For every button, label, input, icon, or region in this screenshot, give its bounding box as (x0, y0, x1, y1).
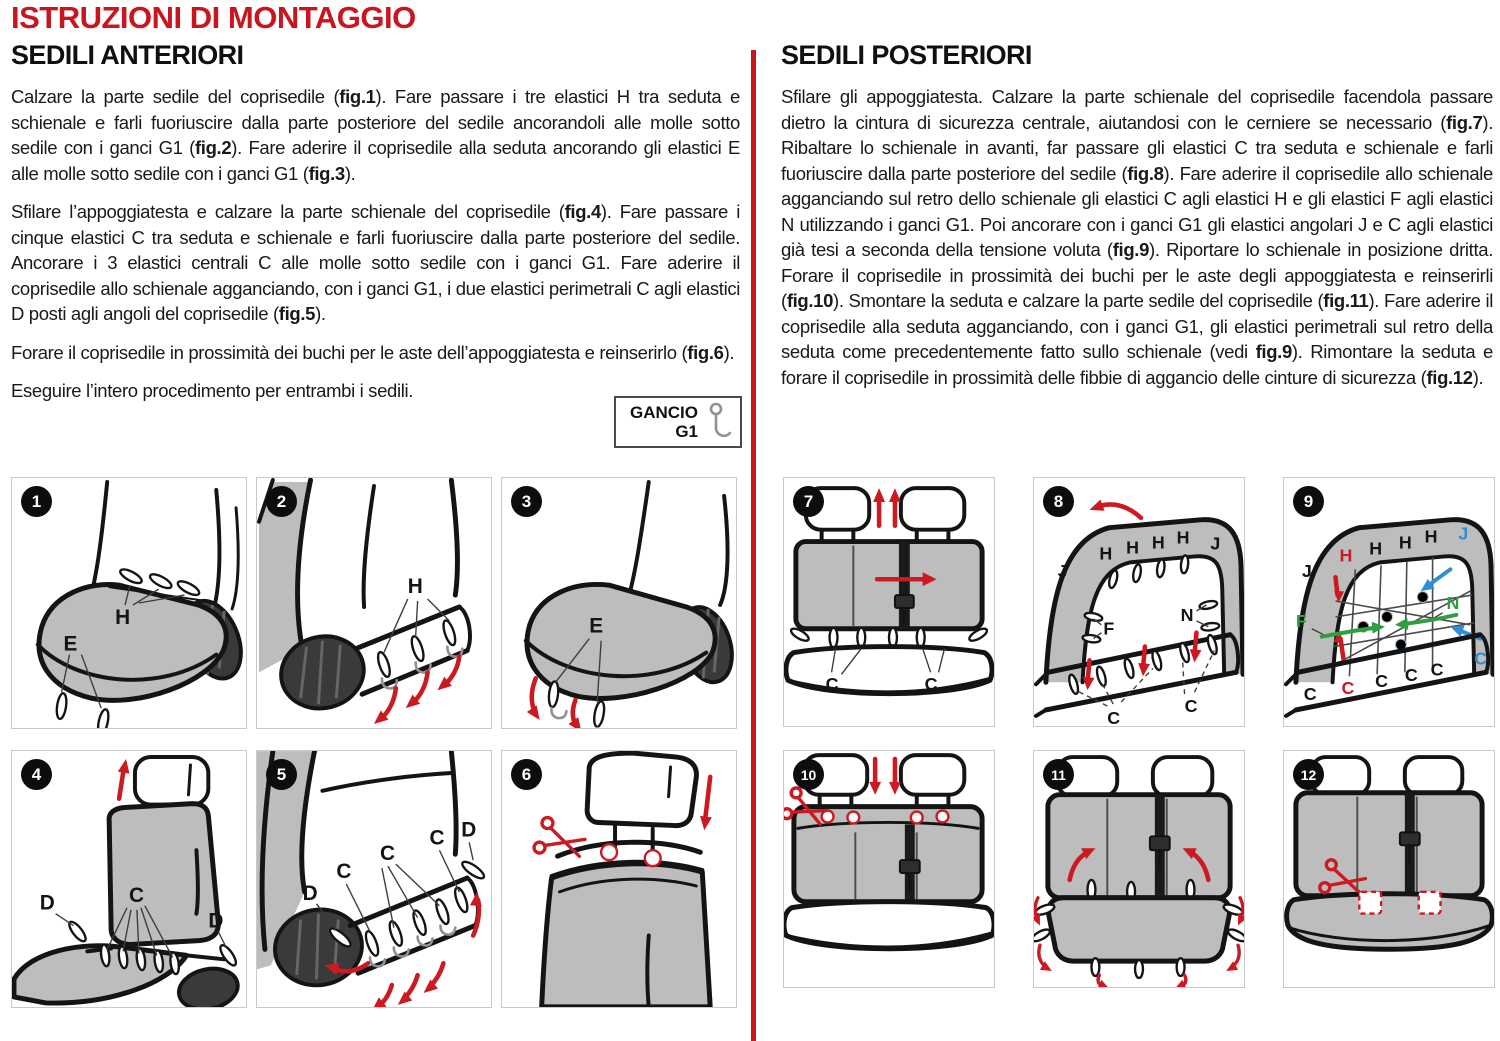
fig1-seat-cushion-illustration (12, 478, 246, 728)
elastic-label-c: C (129, 883, 145, 907)
elastic-label-j: J (1210, 533, 1221, 554)
figure-10 (783, 750, 995, 988)
paragraph: Sfilare l’appoggiatesta e calzare la parte schienale del coprisedile (fig.4). Fare passare i cinque elastici C tra seduta e schienale e farli fuoriuscire dalla parte posteriore del sedile. Ancorare i 3 elastici centrali C alle molle sotto sedile con i ganci G1. Fare aderire il coprisedile allo schienale agganciando, con i ganci G1, i due elastici perimetrali C agli elastici D posti agli angoli del coprisedile (fig.5). (11, 201, 740, 324)
figure-4 (11, 750, 247, 1008)
figure-number-badge: 10 (793, 759, 824, 790)
figure-number-badge: 6 (511, 759, 542, 790)
figure-11 (1033, 750, 1245, 988)
elastic-label-h: H (407, 575, 423, 599)
elastic-label-c: C (1303, 684, 1317, 705)
elastic-label-h: H (115, 605, 131, 629)
figure-6 (501, 750, 737, 1008)
figure-number-badge: 3 (511, 486, 542, 517)
elastic-label-c: C (429, 826, 445, 850)
section-heading-front: SEDILI ANTERIORI (11, 40, 244, 70)
fig3-seat-front-elastics-illustration (502, 478, 736, 728)
fig6-headrest-holes-illustration (502, 751, 736, 1007)
elastic-label-c: C (1107, 707, 1121, 726)
elastic-label-h: H (1424, 526, 1438, 547)
elastic-label-c: C (1375, 671, 1389, 692)
paragraph: Sfilare gli appoggiatesta. Calzare la parte schienale del coprisedile facendola passare dietro la cintura di sicurezza centrale, aiutandosi con le cerniere se necessario (fig.7). Ribaltare lo schienale in avanti, far passare gli elastici C tra seduta e schienale e farli fuoriuscire dalla parte posteriore del sedile (fig.8). Fare aderire il coprisedile allo schienale agganciando sul retro dello schienale gli elastici C agli elastici H e gli elastici F agli elastici N utilizzando i ganci G1. Poi ancorare con i ganci G1 gli elastici angolari J e C agli elastici già tesi a seconda della tensione voluta (fig.9). Riportare lo schienale in posizione dritta. Forare il coprisedile in prossimità dei buchi per le aste degli appoggiatesta e reinserirli (fig.10). Smontare la seduta e calzare la parte sedile del coprisedile (fig.11). Fare aderire il coprisedile alla seduta agganciando, con i ganci G1, gli elastici perimetrali sul retro della seduta come precedentemente fatto sullo schienale (vedi fig.9). Rimontare la seduta e forare il coprisedile in prossimità delle fibbie di aggancio delle cinture di sicurezza (fig.12). (781, 86, 1494, 388)
elastic-label-c-blue: C (1474, 648, 1488, 669)
figure-number-badge: 2 (266, 486, 297, 517)
elastic-label-c: C (825, 674, 839, 695)
front-figures-row-2 (11, 750, 737, 1008)
elastic-label-d: D (302, 881, 318, 905)
section-heading-rear: SEDILI POSTERIORI (781, 40, 1032, 70)
figure-7 (783, 477, 995, 727)
elastic-label-c: C (336, 860, 352, 884)
elastic-label-e: E (589, 614, 604, 638)
paragraph: Eseguire l’intero procedimento per entrambi i sedili. (11, 380, 414, 401)
rear-figures-row-2 (783, 750, 1495, 988)
figure-8 (1033, 477, 1245, 727)
page-title: ISTRUZIONI DI MONTAGGIO (11, 0, 416, 35)
elastic-label-j: J (1301, 561, 1312, 582)
paragraph: Calzare la parte sedile del coprisedile (fig.1). Fare passare i tre elastici H tra seduta e schienale e farli fuoriuscire dalla parte posteriore del sedile ancorandoli alle molle sotto sedile con i ganci G1 (fig.2). Fare aderire il coprisedile alla seduta ancorando gli elastici E alle molle sotto sedile con i ganci G1 (fig.3). (11, 86, 740, 184)
elastic-label-c: C (1184, 695, 1198, 716)
elastic-label-c: C (379, 842, 395, 866)
elastic-label-c: C (1404, 665, 1418, 686)
elastic-label-h: H (1099, 543, 1113, 564)
paragraph: Forare il coprisedile in prossimità dei buchi per le aste dell’appoggiatesta e reinserirlo (fig.6). (11, 341, 735, 363)
elastic-label-c: C (1430, 659, 1444, 680)
front-seats-section (11, 40, 740, 441)
front-figures-row-1 (11, 477, 737, 729)
figure-9 (1283, 477, 1495, 727)
fig2-rear-elastics-illustration (257, 478, 491, 728)
elastic-label-c-red: C (1341, 678, 1355, 699)
elastic-label-c: C (924, 674, 938, 695)
fig4-backrest-cover-illustration (12, 751, 246, 1007)
fig5-backrest-elastics-illustration (257, 751, 491, 1007)
elastic-label-j: J (1057, 561, 1068, 582)
elastic-label-j-blue: J (1458, 523, 1469, 544)
elastic-label-h: H (1126, 537, 1139, 558)
rear-seats-section (781, 40, 1493, 403)
rear-figures-row-1 (783, 477, 1495, 727)
elastic-label-h: H (1369, 538, 1383, 559)
scissors-icon (533, 816, 588, 865)
elastic-label-h-red: H (1339, 545, 1353, 566)
figure-2 (256, 477, 492, 729)
column-divider (751, 50, 756, 1041)
figure-number-badge: 11 (1043, 759, 1074, 790)
elastic-label-f-green: F (1295, 610, 1307, 631)
elastic-label-h: H (1398, 532, 1412, 553)
elastic-label-f: F (1103, 618, 1115, 639)
g1-hook-legend-text: GANCIO G1 (630, 403, 698, 441)
figure-number-badge: 7 (793, 486, 824, 517)
figure-5 (256, 750, 492, 1008)
elastic-label-d: D (461, 818, 477, 842)
figure-number-badge: 12 (1293, 759, 1324, 790)
figure-number-badge: 4 (21, 759, 52, 790)
figure-number-badge: 8 (1043, 486, 1074, 517)
figure-1 (11, 477, 247, 729)
figure-number-badge: 1 (21, 486, 52, 517)
g1-hook-legend-box (614, 396, 742, 448)
figure-12 (1283, 750, 1495, 988)
elastic-label-h: H (1151, 532, 1165, 553)
figure-number-badge: 5 (266, 759, 297, 790)
g1-hook-icon (705, 401, 731, 443)
figure-number-badge: 9 (1293, 486, 1324, 517)
elastic-label-d: D (39, 891, 55, 915)
figure-3 (501, 477, 737, 729)
elastic-label-n-green: N (1446, 592, 1460, 613)
elastic-label-d: D (208, 909, 224, 933)
elastic-label-h: H (1176, 527, 1190, 548)
elastic-label-e: E (63, 632, 78, 656)
elastic-label-n: N (1180, 604, 1194, 625)
